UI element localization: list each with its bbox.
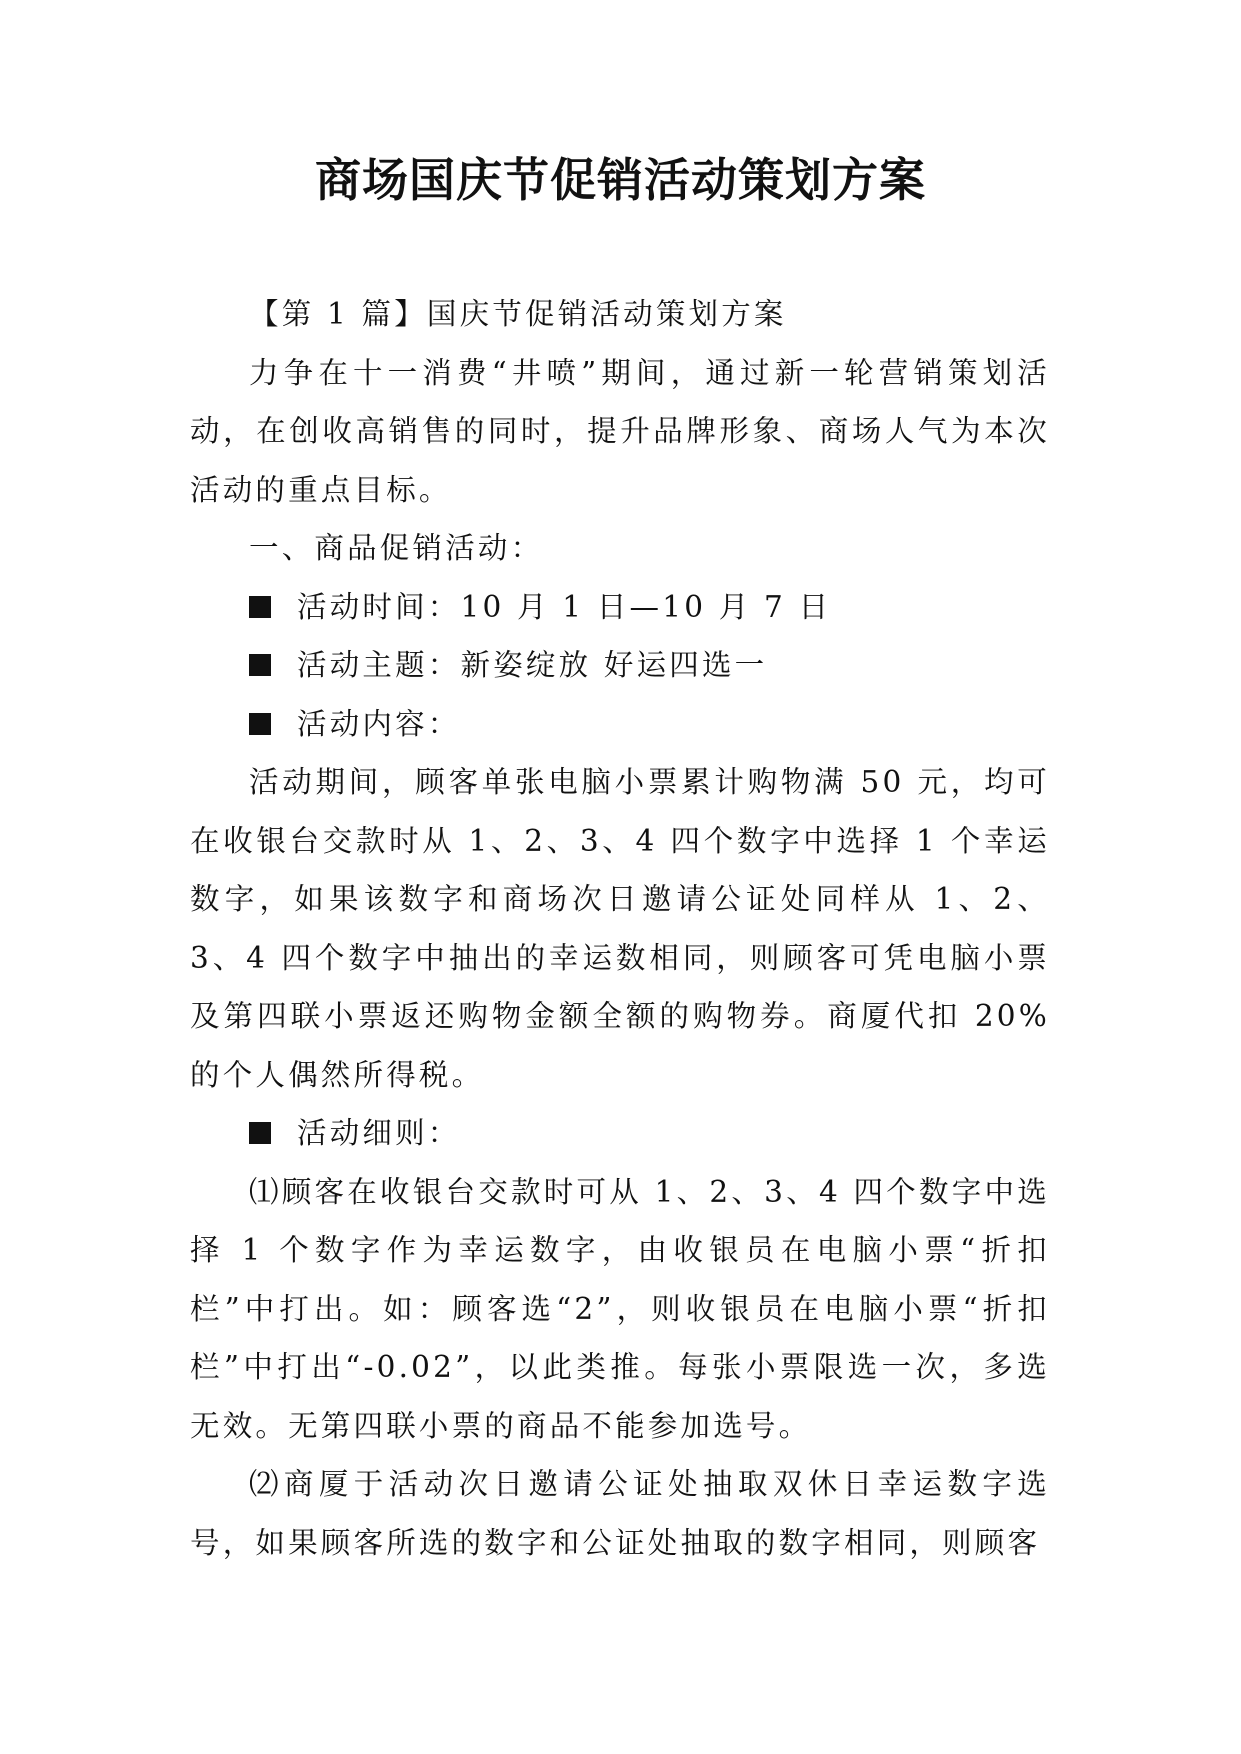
section-heading-promotion: 一、商品促销活动：: [249, 531, 544, 565]
bullet-item-activity-rules: [190, 1104, 1050, 1163]
bullet-text: 活动主题：新姿绽放 好运四选一: [297, 648, 768, 682]
bullet-text: 活动时间：10 月 1 日—10 月 7 日: [297, 589, 832, 624]
bullet-item-activity-theme: [190, 636, 1050, 695]
square-bullet-icon: [249, 713, 271, 735]
section-heading-part-1: 【第 1 篇】国庆节促销活动策划方案: [249, 297, 787, 331]
document-title: 商场国庆节促销活动策划方案: [315, 153, 926, 207]
intro-paragraph: 力争在十一消费“井喷”期间，通过新一轮营销策划活动，在创收高销售的同时，提升品牌形象、商场人气为本次活动的重点目标。: [190, 355, 1050, 507]
content-paragraph: 活动期间，顾客单张电脑小票累计购物满 50 元，均可在收银台交款时从 1、2、3、4 四个数字中选择 1 个幸运数字，如果该数字和商场次日邀请公证处同样从 1、2、3、4 四个数字中抽出的幸运数相同，则顾客可凭电脑小票及第四联小票返还购物金额全额的购物券。商厦代扣 20%的个人偶然所得税。: [190, 765, 1050, 1092]
square-bullet-icon: [249, 654, 271, 676]
bullet-item-activity-content: [190, 695, 1050, 754]
document-body: [190, 285, 1050, 1572]
square-bullet-icon: [249, 1122, 271, 1144]
rule-paragraph-1: ⑴顾客在收银台交款时可从 1、2、3、4 四个数字中选择 1 个数字作为幸运数字，由收银员在电脑小票“折扣栏”中打出。如：顾客选“2”，则收银员在电脑小票“折扣栏”中打出“-0.02”，以此类推。每张小票限选一次，多选无效。无第四联小票的商品不能参加选号。: [190, 1174, 1050, 1443]
bullet-text: 活动内容：: [297, 706, 461, 741]
bullet-text: 活动细则：: [297, 1116, 461, 1150]
bullet-item-activity-time: [190, 578, 1050, 637]
square-bullet-icon: [249, 596, 271, 618]
rule-paragraph-2: ⑵商厦于活动次日邀请公证处抽取双休日幸运数字选号，如果顾客所选的数字和公证处抽取的数字相同，则顾客: [190, 1467, 1050, 1560]
